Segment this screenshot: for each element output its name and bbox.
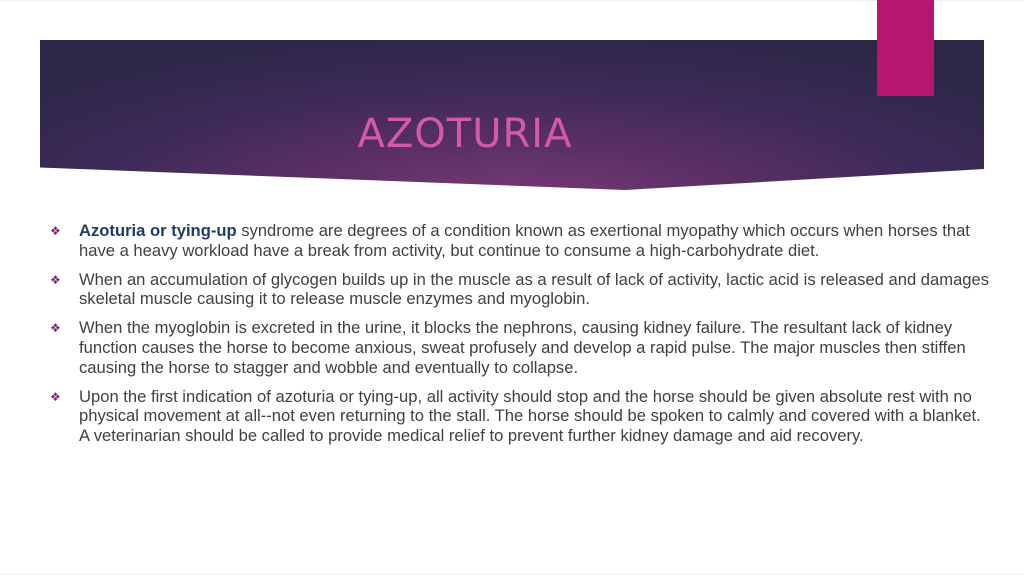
diamond-bullet-icon: ❖ (50, 272, 61, 287)
top-divider (0, 0, 1024, 1)
bullet-item-1 (50, 221, 990, 261)
bullet-list (50, 221, 990, 455)
bullet-text: When the myoglobin is excreted in the urine, it blocks the nephrons, causing kidney failure. The resultant lack of kidney function causes the horse to become anxious, sweat profusely and develop a rapid pulse. The major muscles then stiffen causing the horse to stagger and wobble and eventually to collapse. (79, 318, 966, 377)
accent-tab (877, 0, 934, 96)
bullet-text: When an accumulation of glycogen builds up in the muscle as a result of lack of activity, lactic acid is released and damages skeletal muscle causing it to release muscle enzymes and myoglobin. (79, 269, 990, 309)
diamond-bullet-icon: ❖ (50, 389, 61, 404)
bottom-divider (0, 574, 1024, 575)
bullet-item-3 (50, 318, 990, 377)
diamond-bullet-icon: ❖ (50, 321, 61, 336)
slide-title: AZOTURIA (357, 110, 573, 157)
bullet-item-2 (50, 270, 990, 310)
diamond-bullet-icon: ❖ (50, 224, 61, 238)
bullet-lead-text: Azoturia or tying-up (79, 221, 237, 240)
bullet-text: Upon the first indication of azoturia or tying-up, all activity should stop and the horse should be given absolute rest with no physical movement at all--not even returning to the stall. The horse should be spoken to calmly and covered with a blanket. A veterinarian should be called to provide medical relief to prevent further kidney damage and aid recovery. (79, 386, 981, 446)
bullet-text: syndrome are degrees of a condition known as exertional myopathy which occurs when horses that have a heavy workload have a break from activity, but continue to consume a high-carbohydrate diet. (79, 221, 970, 260)
bullet-item-4 (50, 387, 990, 446)
